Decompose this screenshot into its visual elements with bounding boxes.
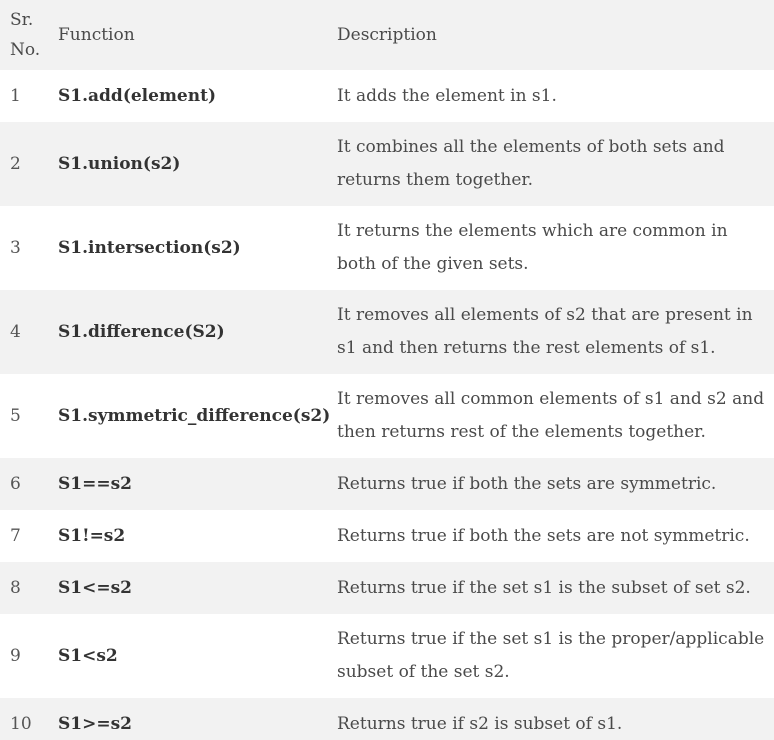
row-description: Returns true if the set s1 is the subset of set s2.	[337, 577, 751, 598]
row-description: It combines all the elements of both sets and returns them together.	[337, 137, 725, 190]
table-row	[0, 290, 774, 374]
row-function: S1.symmetric_difference(s2)	[58, 405, 331, 426]
row-sr-no: 6	[10, 473, 21, 494]
row-sr-no: 10	[10, 713, 32, 734]
row-description: Returns true if s2 is subset of s1.	[337, 713, 623, 734]
row-description: Returns true if the set s1 is the proper/applicable subset of the set s2.	[337, 629, 765, 682]
row-sr-no: 3	[10, 237, 21, 258]
header-function: Function	[58, 25, 135, 45]
row-description: It removes all elements of s2 that are present in s1 and then returns the rest elements of s1.	[337, 305, 753, 358]
row-sr-no: 9	[10, 645, 21, 666]
table-row	[0, 374, 774, 458]
row-description: It returns the elements which are common in both of the given sets.	[337, 221, 728, 274]
row-function: S1.union(s2)	[58, 153, 181, 174]
row-function: S1.intersection(s2)	[58, 237, 241, 258]
table-row	[0, 206, 774, 290]
row-function: S1!=s2	[58, 525, 126, 546]
row-function: S1<s2	[58, 645, 118, 666]
row-sr-no: 4	[10, 321, 21, 342]
row-description: It removes all common elements of s1 and s2 and then returns rest of the elements together.	[337, 389, 765, 442]
row-function: S1.add(element)	[58, 85, 217, 106]
table-row	[0, 70, 774, 122]
row-function: S1==s2	[58, 473, 132, 494]
row-function: S1>=s2	[58, 713, 132, 734]
table-row	[0, 562, 774, 614]
header-description: Description	[337, 25, 437, 45]
row-sr-no: 2	[10, 153, 21, 174]
row-sr-no: 7	[10, 525, 21, 546]
row-description: Returns true if both the sets are symmetric.	[337, 473, 717, 494]
row-sr-no: 8	[10, 577, 21, 598]
row-function: S1<=s2	[58, 577, 132, 598]
row-function: S1.difference(S2)	[58, 321, 225, 342]
row-description: Returns true if both the sets are not symmetric.	[337, 525, 750, 546]
row-sr-no: 5	[10, 405, 21, 426]
table-row	[0, 614, 774, 698]
row-description: It adds the element in s1.	[337, 85, 557, 106]
table-header-row	[0, 0, 774, 70]
row-sr-no: 1	[10, 85, 21, 106]
header-sr-no: Sr. No.	[10, 10, 41, 60]
table-row	[0, 698, 774, 740]
table-row	[0, 122, 774, 206]
table-row	[0, 510, 774, 562]
table-row	[0, 458, 774, 510]
